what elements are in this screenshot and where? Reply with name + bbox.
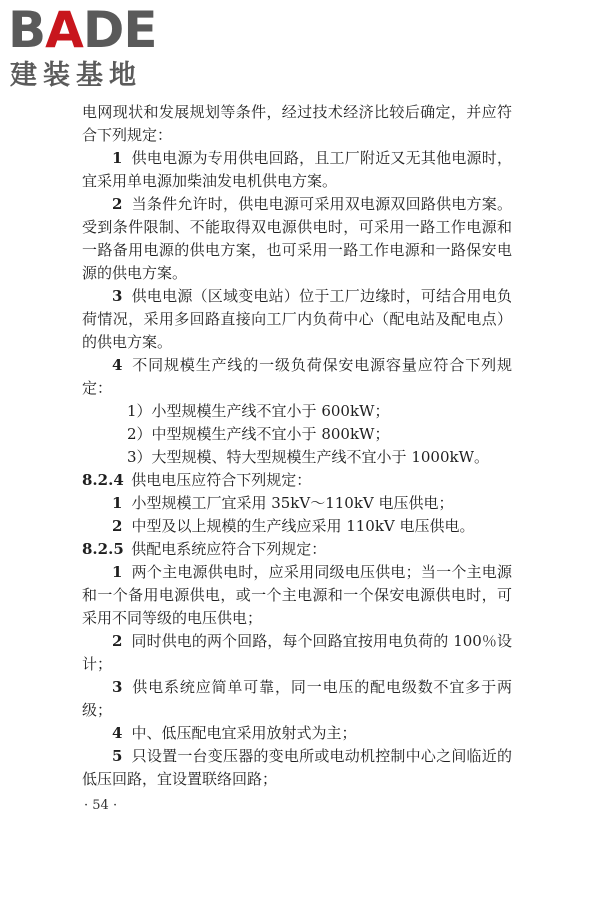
paragraph-item	[82, 561, 512, 630]
paragraph-item	[82, 492, 512, 515]
item-number: 2	[112, 517, 123, 535]
paragraph-text: 小型规模工厂宜采用 35kV～110kV 电压供电；	[131, 494, 454, 512]
paragraph-text: 中、低压配电宜采用放射式为主；	[131, 724, 357, 742]
paragraph-clause	[82, 469, 512, 492]
item-number: 1	[112, 149, 123, 167]
logo-wordmark	[8, 1, 157, 59]
paragraph-item	[82, 285, 512, 354]
item-number: 3	[112, 678, 123, 696]
paragraph-item	[82, 676, 512, 722]
logo-subtitle: 建装基地	[10, 60, 142, 91]
paragraph-item	[82, 722, 512, 745]
page-number: · 54 ·	[84, 798, 118, 813]
paragraph-sub	[82, 423, 512, 446]
clause-number: 8.2.4	[82, 471, 124, 489]
paragraph-clause	[82, 538, 512, 561]
paragraph-text: 不同规模生产线的一级负荷保安电源容量应符合下列规定：	[82, 356, 512, 397]
clause-number: 8.2.5	[82, 540, 124, 558]
item-number: 2	[112, 195, 123, 213]
paragraph-item	[82, 354, 512, 400]
item-number: 1	[112, 563, 123, 581]
paragraph-text: 当条件允许时，供电电源可采用双电源双回路供电方案。受到条件限制、不能取得双电源供电时，可采用一路工作电源和一路备用电源的供电方案，也可采用一路工作电源和一路保安电源的供电方案。	[82, 195, 512, 282]
item-number: 2	[112, 632, 123, 650]
paragraph-text: 两个主电源供电时，应采用同级电压供电；当一个主电源和一个备用电源供电，或一个主电源和一个保安电源供电时，可采用不同等级的电压供电；	[82, 563, 512, 627]
paragraph-item	[82, 630, 512, 676]
paragraph-item	[82, 745, 512, 791]
paragraph-item	[82, 515, 512, 538]
paragraph-text: 供电电压应符合下列规定：	[131, 471, 312, 489]
item-number: 1	[112, 494, 123, 512]
paragraph-text: 电网现状和发展规划等条件，经过技术经济比较后确定，并应符合下列规定：	[82, 103, 512, 144]
paragraph-cont	[82, 101, 512, 147]
paragraph-text: 供电系统应简单可靠，同一电压的配电级数不宜多于两级；	[82, 678, 512, 719]
logo-letter-b: B	[8, 1, 46, 59]
logo-letters-de: DE	[82, 1, 157, 59]
paragraph-item	[82, 147, 512, 193]
paragraph-sub	[82, 446, 512, 469]
paragraph-text: 只设置一台变压器的变电所或电动机控制中心之间临近的低压回路，宜设置联络回路；	[82, 747, 512, 788]
item-number: 4	[112, 356, 123, 374]
paragraph-text: 中型及以上规模的生产线应采用 110kV 电压供电。	[131, 517, 475, 535]
paragraph-text: 2）中型规模生产线不宜小于 800kW；	[127, 425, 390, 443]
paragraph-text: 1）小型规模生产线不宜小于 600kW；	[127, 402, 390, 420]
item-number: 5	[112, 747, 123, 765]
item-number: 3	[112, 287, 123, 305]
bade-logo	[8, 1, 178, 96]
paragraph-sub	[82, 400, 512, 423]
paragraph-text: 供电电源为专用供电回路，且工厂附近又无其他电源时，宜采用单电源加柴油发电机供电方案。	[82, 149, 512, 190]
paragraph-text: 3）大型规模、特大型规模生产线不宜小于 1000kW。	[127, 448, 489, 466]
logo-letter-a: A	[45, 1, 83, 59]
paragraph-item	[82, 193, 512, 285]
document-body	[82, 101, 512, 791]
paragraph-text: 供配电系统应符合下列规定：	[131, 540, 327, 558]
paragraph-text: 同时供电的两个回路，每个回路宜按用电负荷的 100％设计；	[82, 632, 512, 673]
item-number: 4	[112, 724, 123, 742]
paragraph-text: 供电电源（区域变电站）位于工厂边缘时，可结合用电负荷情况，采用多回路直接向工厂内负荷中心（配电站及配电点）的供电方案。	[82, 287, 512, 351]
